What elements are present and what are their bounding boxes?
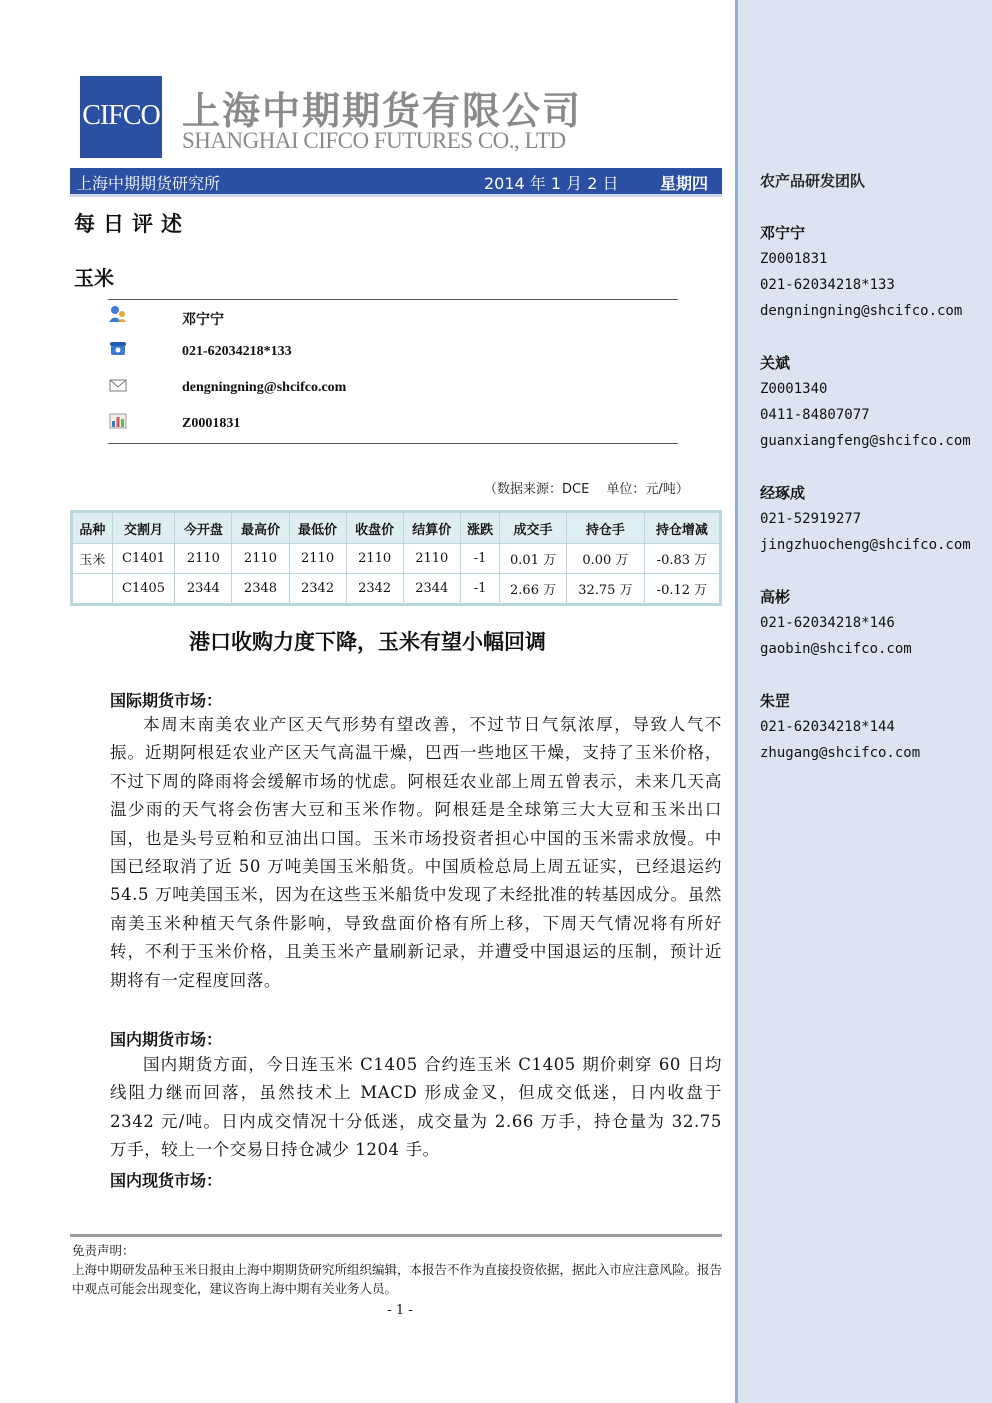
disclaimer-title: 免责声明： <box>72 1243 135 1258</box>
section-text-domestic-futures: 国内期货方面，今日连玉米 C1405 合约连玉米 C1405 期价刺穿 60 日均线阻力继而回落，虽然技术上 MACD 形成金叉，但成交低迷，日内收盘于 2342 元/吨。日内成交情况十分低迷，成交量为 2.66 万手，持仓量为 32.75 万手，较上一个交易日持仓减少 1204 手。 <box>110 1055 722 1160</box>
divider <box>108 443 678 444</box>
table-header-cell: 持仓手 <box>566 512 644 544</box>
contact-name: 关斌 <box>760 354 791 372</box>
contact-license: Z0001831 <box>760 251 828 267</box>
company-name-cn: 上海中期期货有限公司 <box>182 89 583 133</box>
section-title-intl: 国际期货市场： <box>110 691 223 710</box>
table-cell: -0.12 万 <box>644 574 720 605</box>
contact-license: Z0001340 <box>760 381 828 397</box>
table-cell: C1401 <box>112 544 175 574</box>
table-header-cell: 结算价 <box>403 512 460 544</box>
table-cell: 2110 <box>289 544 346 574</box>
table-header-cell: 今开盘 <box>175 512 232 544</box>
table-cell: 2344 <box>175 574 232 605</box>
table-cell: -1 <box>460 544 499 574</box>
table-cell: 2110 <box>403 544 460 574</box>
section-title-domestic-spot: 国内现货市场： <box>110 1171 223 1190</box>
table-row <box>72 544 721 574</box>
section-text-intl: 本周末南美农业产区天气形势有望改善，不过节日气氛浓厚，导致人气不振。近期阿根廷农业产区天气高温干燥，巴西一些地区干燥，支持了玉米价格，不过下周的降雨将会缓解市场的忧虑。阿根廷农业部上周五曾表示，未来几天高温少雨的天气将会伤害大豆和玉米作物。阿根廷是全球第三大大豆和玉米出口国，也是头号豆粕和豆油出口国。玉米市场投资者担心中国的玉米需求放慢。中国已经取消了近 50 万吨美国玉米船货。中国质检总局上周五证实，已经退运约 54.5 万吨美国玉米，因为在这些玉米船货中发现了未经批准的转基因成分。虽然南美玉米种植天气条件影响，导致盘面价格有所上移，下周天气情况将有所好转，不利于玉米价格，且美玉米产量刷新记录，并遭受中国退运的压制，预计近期将有一定程度回落。 <box>110 715 722 990</box>
institute-name: 上海中期期货研究所 <box>76 174 221 193</box>
table-header-cell: 收盘价 <box>346 512 403 544</box>
table-body <box>72 544 721 605</box>
table-cell: -1 <box>460 574 499 605</box>
table-cell: 0.01 万 <box>500 544 567 574</box>
contact-phone: 0411-84807077 <box>760 407 870 423</box>
sidebar-contact <box>760 584 912 662</box>
sidebar-contact <box>760 350 971 454</box>
sidebar-contact <box>760 688 920 766</box>
contact-email[interactable]: jingzhuocheng@shcifco.com <box>760 537 971 553</box>
table-header-cell: 最低价 <box>289 512 346 544</box>
table-cell: C1405 <box>112 574 175 605</box>
header-banner <box>70 168 722 197</box>
table-cell <box>72 574 113 605</box>
table-header-cell: 成交手 <box>500 512 567 544</box>
report-type-heading: 每日评述 <box>74 211 190 236</box>
author-license: Z0001831 <box>182 416 241 431</box>
contact-name: 经琢成 <box>760 484 806 502</box>
page-number: - 1 - <box>387 1303 413 1318</box>
contact-phone: 021-52919277 <box>760 511 862 527</box>
table-cell: 2342 <box>346 574 403 605</box>
sidebar-contact <box>760 480 971 558</box>
company-logo <box>80 76 162 158</box>
table-cell: 2110 <box>346 544 403 574</box>
table-cell: 32.75 万 <box>566 574 644 605</box>
table-cell: 0.00 万 <box>566 544 644 574</box>
disclaimer-text: 上海中期研发品种玉米日报由上海中期期货研究所组织编辑，本报告不作为直接投资依据，据此入市应注意风险。报告中观点可能会出现变化，建议咨询上海中期有关业务人员。 <box>72 1262 723 1296</box>
contact-email[interactable]: gaobin@shcifco.com <box>760 641 912 657</box>
contact-phone: 021-62034218*146 <box>760 615 895 631</box>
table-header-cell: 品种 <box>72 512 113 544</box>
contact-email[interactable]: dengningning@shcifco.com <box>760 303 963 319</box>
data-source-note: （数据来源：DCE 单位：元/吨） <box>484 482 689 497</box>
contact-email[interactable]: guanxiangfeng@shcifco.com <box>760 433 971 449</box>
author-name: 邓宁宁 <box>182 312 224 328</box>
table-cell: 2348 <box>232 574 289 605</box>
sidebar-team-title: 农产品研发团队 <box>760 172 866 190</box>
phone-icon <box>108 340 128 358</box>
report-date: 2014 年 1 月 2 日 <box>484 174 619 193</box>
table-cell: 玉米 <box>72 544 113 574</box>
sidebar-contact <box>760 220 962 324</box>
table-cell: 2344 <box>403 574 460 605</box>
envelope-icon <box>108 376 128 394</box>
bar-chart-icon <box>108 412 128 430</box>
company-name-en: SHANGHAI CIFCO FUTURES CO., LTD <box>182 128 566 153</box>
table-cell: 2110 <box>232 544 289 574</box>
table-header-cell: 持仓增减 <box>644 512 720 544</box>
person-icon <box>108 305 128 323</box>
divider <box>108 299 678 300</box>
contact-phone: 021-62034218*144 <box>760 719 895 735</box>
table-header-cell: 涨跌 <box>460 512 499 544</box>
contact-email[interactable]: zhugang@shcifco.com <box>760 745 921 761</box>
table-header-cell: 交割月 <box>112 512 175 544</box>
contact-name: 邓宁宁 <box>760 224 806 242</box>
contact-name: 高彬 <box>760 588 791 606</box>
author-email[interactable]: dengningning@shcifco.com <box>182 380 347 395</box>
report-weekday: 星期四 <box>660 174 709 193</box>
article-headline: 港口收购力度下降，玉米有望小幅回调 <box>189 629 546 654</box>
table-cell: 2.66 万 <box>500 574 567 605</box>
contact-name: 朱罡 <box>760 692 791 710</box>
table-header-row <box>72 512 721 544</box>
quote-table <box>70 510 722 606</box>
footer-divider <box>70 1234 722 1237</box>
disclaimer <box>72 1241 722 1298</box>
contact-phone: 021-62034218*133 <box>760 277 895 293</box>
sidebar <box>735 0 992 1403</box>
table-cell: 2110 <box>175 544 232 574</box>
commodity-heading: 玉米 <box>74 266 114 290</box>
author-phone: 021-62034218*133 <box>182 344 292 359</box>
logo-text: CIFCO <box>82 100 160 131</box>
table-header-cell: 最高价 <box>232 512 289 544</box>
table-row <box>72 574 721 605</box>
table-cell: 2342 <box>289 574 346 605</box>
section-title-domestic-futures: 国内期货市场： <box>110 1030 223 1049</box>
table-cell: -0.83 万 <box>644 544 720 574</box>
